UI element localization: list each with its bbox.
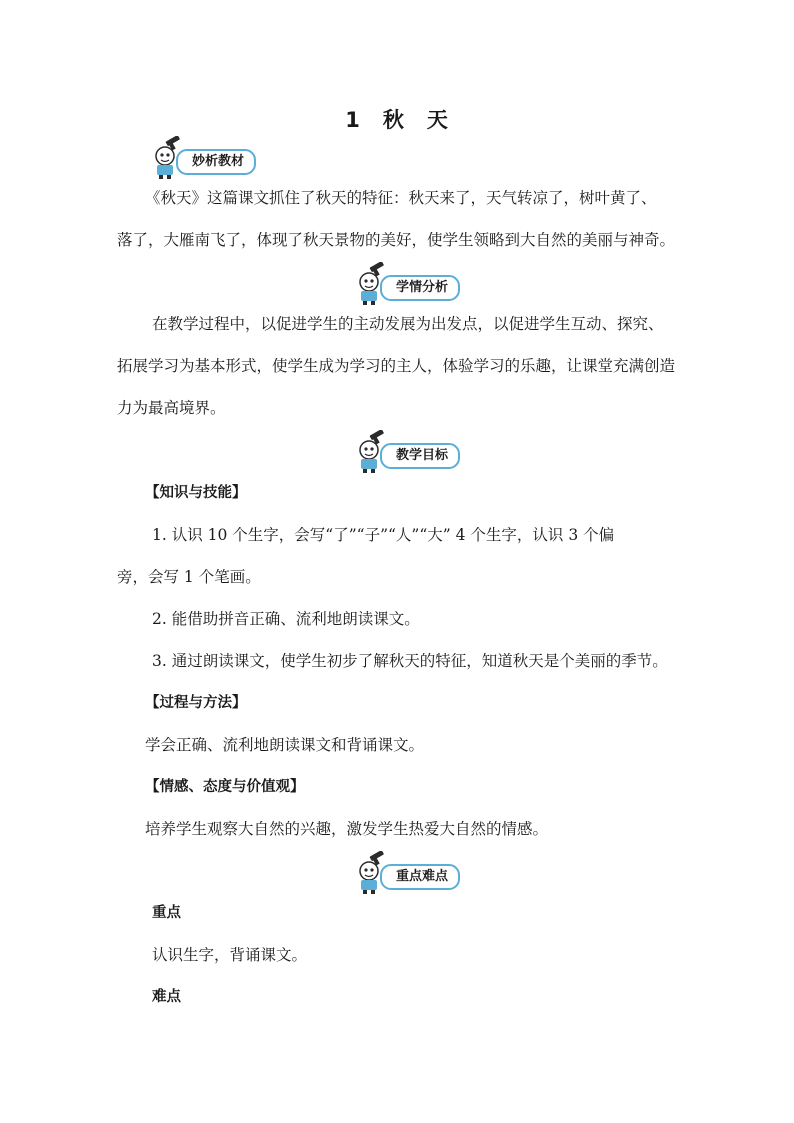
section-badge-analysis (150, 136, 290, 180)
list-item: 1. 认识 10 个生字，会写“了”“子”“人”“大” 4 个生字，认识 3 个偏 (152, 526, 615, 544)
subheading-process: 【过程与方法】 (145, 695, 247, 711)
title-char-1: 秋 (382, 108, 405, 132)
paragraph-line: 《秋天》这篇课文抓住了秋天的特征：秋天来了，天气转凉了，树叶黄了、 (145, 189, 657, 207)
paragraph-line: 落了，大雁南飞了，体现了秋天景物的美好，使学生领略到大自然的美丽与神奇。 (117, 231, 676, 249)
section-label: 学情分析 (380, 275, 460, 301)
section-badge-objectives (354, 430, 494, 474)
list-item: 3. 通过朗读课文，使学生初步了解秋天的特征，知道秋天是个美丽的季节。 (152, 652, 668, 670)
paragraph-line: 认识生字，背诵课文。 (152, 946, 308, 964)
subheading-difficult: 难点 (152, 989, 181, 1005)
paragraph-line: 在教学过程中，以促进学生的主动发展为出发点，以促进学生互动、探究、 (152, 315, 664, 333)
paragraph-line: 培养学生观察大自然的兴趣，激发学生热爱大自然的情感。 (145, 820, 549, 838)
section-label: 妙析教材 (176, 149, 256, 175)
section-label: 重点难点 (380, 864, 460, 890)
list-item: 2. 能借助拼音正确、流利地朗读课文。 (152, 610, 420, 628)
page-title (0, 104, 794, 134)
subheading-knowledge: 【知识与技能】 (145, 485, 247, 501)
list-item-continuation: 旁，会写 1 个笔画。 (117, 568, 261, 586)
title-char-2: 天 (426, 108, 449, 132)
section-label: 教学目标 (380, 443, 460, 469)
subheading-key: 重点 (152, 905, 181, 921)
paragraph-line: 力为最高境界。 (117, 399, 226, 417)
subheading-emotion: 【情感、态度与价值观】 (145, 779, 305, 795)
section-badge-key-points (354, 851, 494, 895)
section-badge-learning (354, 262, 494, 306)
paragraph-line: 拓展学习为基本形式，使学生成为学习的主人，体验学习的乐趣，让课堂充满创造 (117, 357, 676, 375)
lesson-number: 1 (345, 108, 361, 132)
paragraph-line: 学会正确、流利地朗读课文和背诵课文。 (145, 736, 425, 754)
